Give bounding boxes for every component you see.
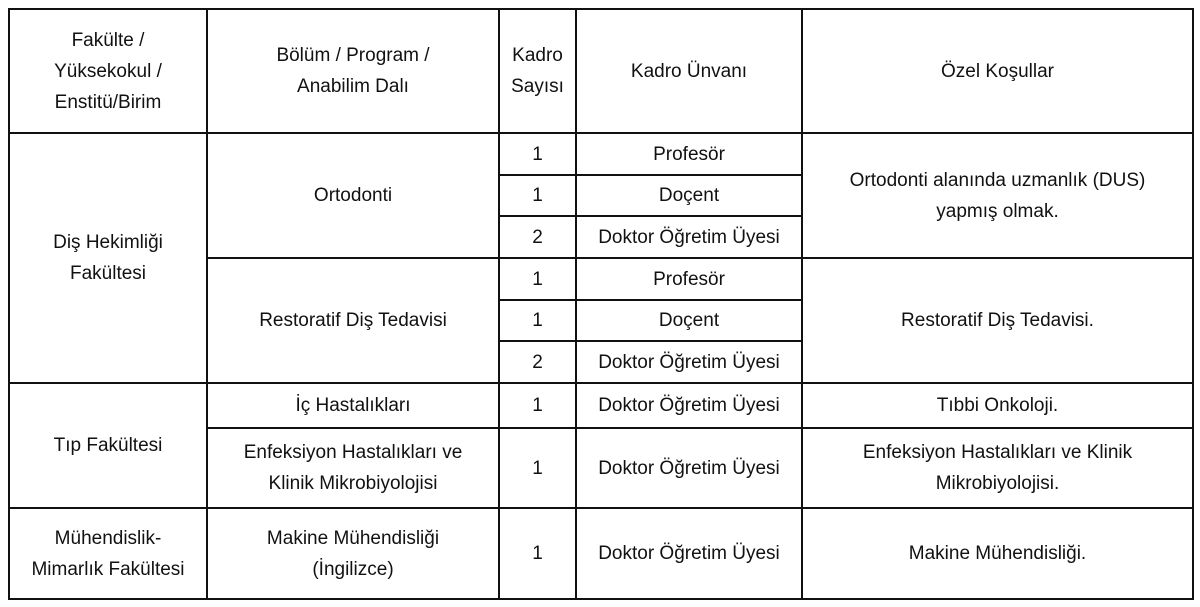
department-cell: Makine Mühendisliği (İngilizce) [207,508,499,599]
count-cell: 1 [499,258,576,300]
title-cell: Doktor Öğretim Üyesi [576,383,802,428]
title-cell: Doktor Öğretim Üyesi [576,341,802,383]
department-cell: Restoratif Diş Tedavisi [207,258,499,383]
count-cell: 1 [499,508,576,599]
count-cell: 1 [499,133,576,175]
conditions-cell: Makine Mühendisliği. [802,508,1193,599]
title-cell: Doçent [576,175,802,216]
header-count: Kadro Sayısı [499,9,576,133]
conditions-cell: Ortodonti alanında uzmanlık (DUS) yapmış olmak. [802,133,1193,258]
title-cell: Doktor Öğretim Üyesi [576,508,802,599]
department-cell: Enfeksiyon Hastalıkları ve Klinik Mikrobiyolojisi [207,428,499,508]
count-cell: 1 [499,300,576,341]
header-title: Kadro Ünvanı [576,9,802,133]
faculty-cell: Mühendislik- Mimarlık Fakültesi [9,508,207,599]
count-cell: 1 [499,383,576,428]
title-cell: Doçent [576,300,802,341]
faculty-cell: Diş Hekimliği Fakültesi [9,133,207,383]
conditions-cell: Tıbbi Onkoloji. [802,383,1193,428]
count-cell: 2 [499,216,576,258]
title-cell: Doktor Öğretim Üyesi [576,216,802,258]
count-cell: 1 [499,428,576,508]
staff-positions-table [8,8,1194,600]
header-faculty: Fakülte / Yüksekokul / Enstitü/Birim [9,9,207,133]
title-cell: Doktor Öğretim Üyesi [576,428,802,508]
count-cell: 2 [499,341,576,383]
table-row [9,383,1193,428]
table-row [9,508,1193,599]
department-cell: Ortodonti [207,133,499,258]
faculty-cell: Tıp Fakültesi [9,383,207,508]
table-row [9,133,1193,175]
header-department: Bölüm / Program / Anabilim Dalı [207,9,499,133]
title-cell: Profesör [576,133,802,175]
header-conditions: Özel Koşullar [802,9,1193,133]
title-cell: Profesör [576,258,802,300]
header-row [9,9,1193,133]
count-cell: 1 [499,175,576,216]
conditions-cell: Enfeksiyon Hastalıkları ve Klinik Mikrobiyolojisi. [802,428,1193,508]
conditions-cell: Restoratif Diş Tedavisi. [802,258,1193,383]
department-cell: İç Hastalıkları [207,383,499,428]
